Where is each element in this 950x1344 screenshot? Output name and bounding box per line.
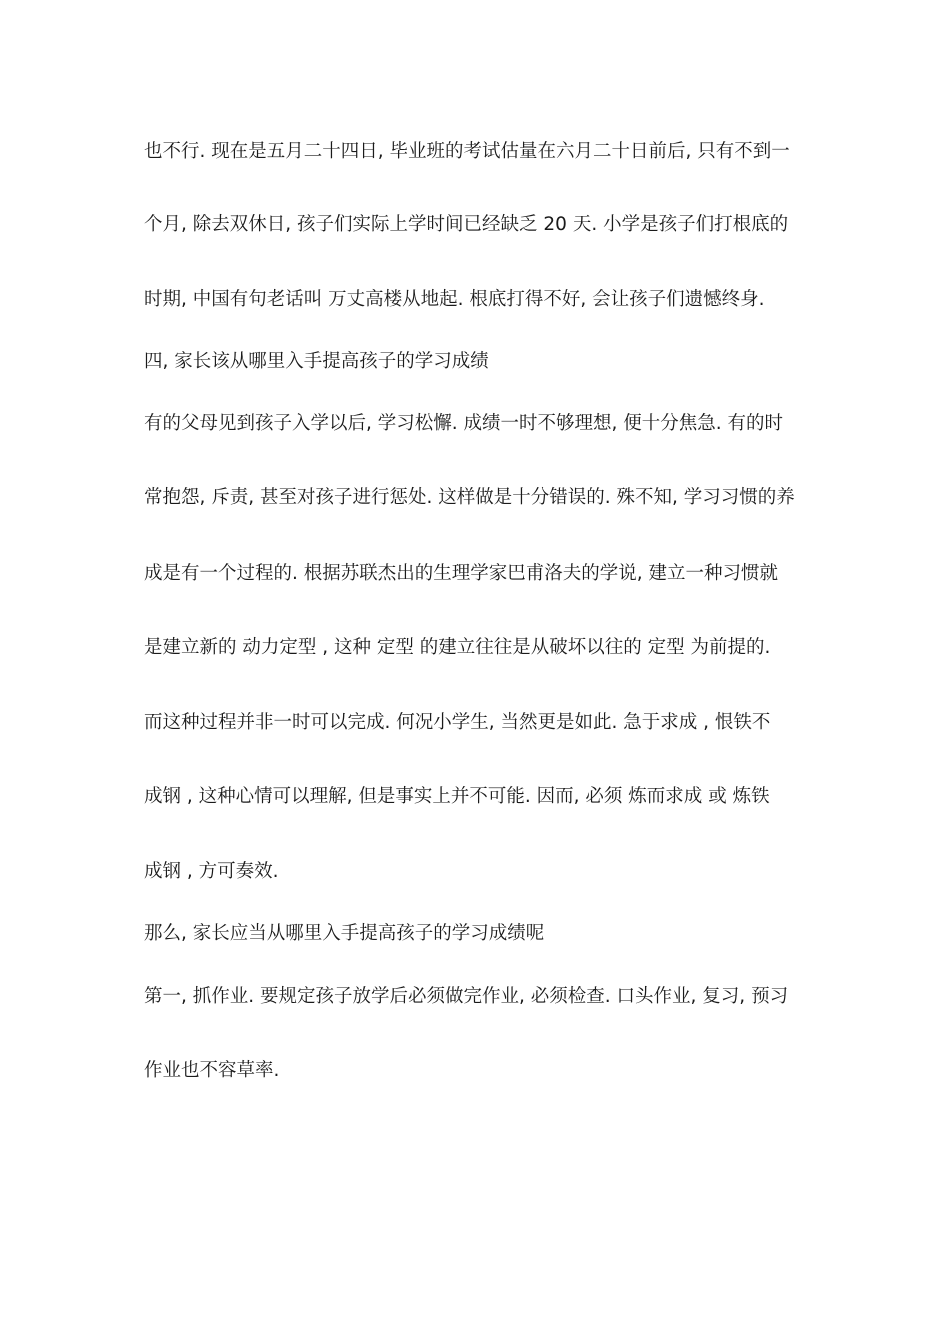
text-line: 有的父母见到孩子入学以后, 学习松懈. 成绩一时不够理想, 便十分焦急. 有的时	[144, 413, 784, 434]
text-line: 那么, 家长应当从哪里入手提高孩子的学习成绩呢	[144, 923, 545, 944]
text-line: 成钢 , 方可奏效.	[144, 861, 279, 882]
text-line: 也不行. 现在是五月二十四日, 毕业班的考试估量在六月二十日前后, 只有不到一	[144, 141, 790, 162]
text-line: 而这种过程并非一时可以完成. 何况小学生, 当然更是如此. 急于求成 , 恨铁不	[144, 712, 771, 733]
text-line: 时期, 中国有句老话叫 万丈高楼从地起. 根底打得不好, 会让孩子们遗憾终身.	[144, 289, 765, 310]
text-line: 是建立新的 动力定型 , 这种 定型 的建立往往是从破坏以往的 定型 为前提的.	[144, 637, 771, 658]
text-line: 常抱怨, 斥责, 甚至对孩子进行惩处. 这样做是十分错误的. 殊不知, 学习习惯的养	[144, 487, 795, 508]
text-line: 个月, 除去双休日, 孩子们实际上学时间已经缺乏 20 天. 小学是孩子们打根底的	[144, 214, 789, 235]
section-heading: 四, 家长该从哪里入手提高孩子的学习成绩	[144, 351, 489, 372]
text-line: 作业也不容草率.	[144, 1060, 280, 1081]
text-line: 成钢 , 这种心情可以理解, 但是事实上并不可能. 因而, 必须 炼而求成 或 炼铁	[144, 786, 770, 807]
text-line: 第一, 抓作业. 要规定孩子放学后必须做完作业, 必须检查. 口头作业, 复习, 预习	[144, 986, 789, 1007]
text-line: 成是有一个过程的. 根据苏联杰出的生理学家巴甫洛夫的学说, 建立一种习惯就	[144, 563, 779, 584]
